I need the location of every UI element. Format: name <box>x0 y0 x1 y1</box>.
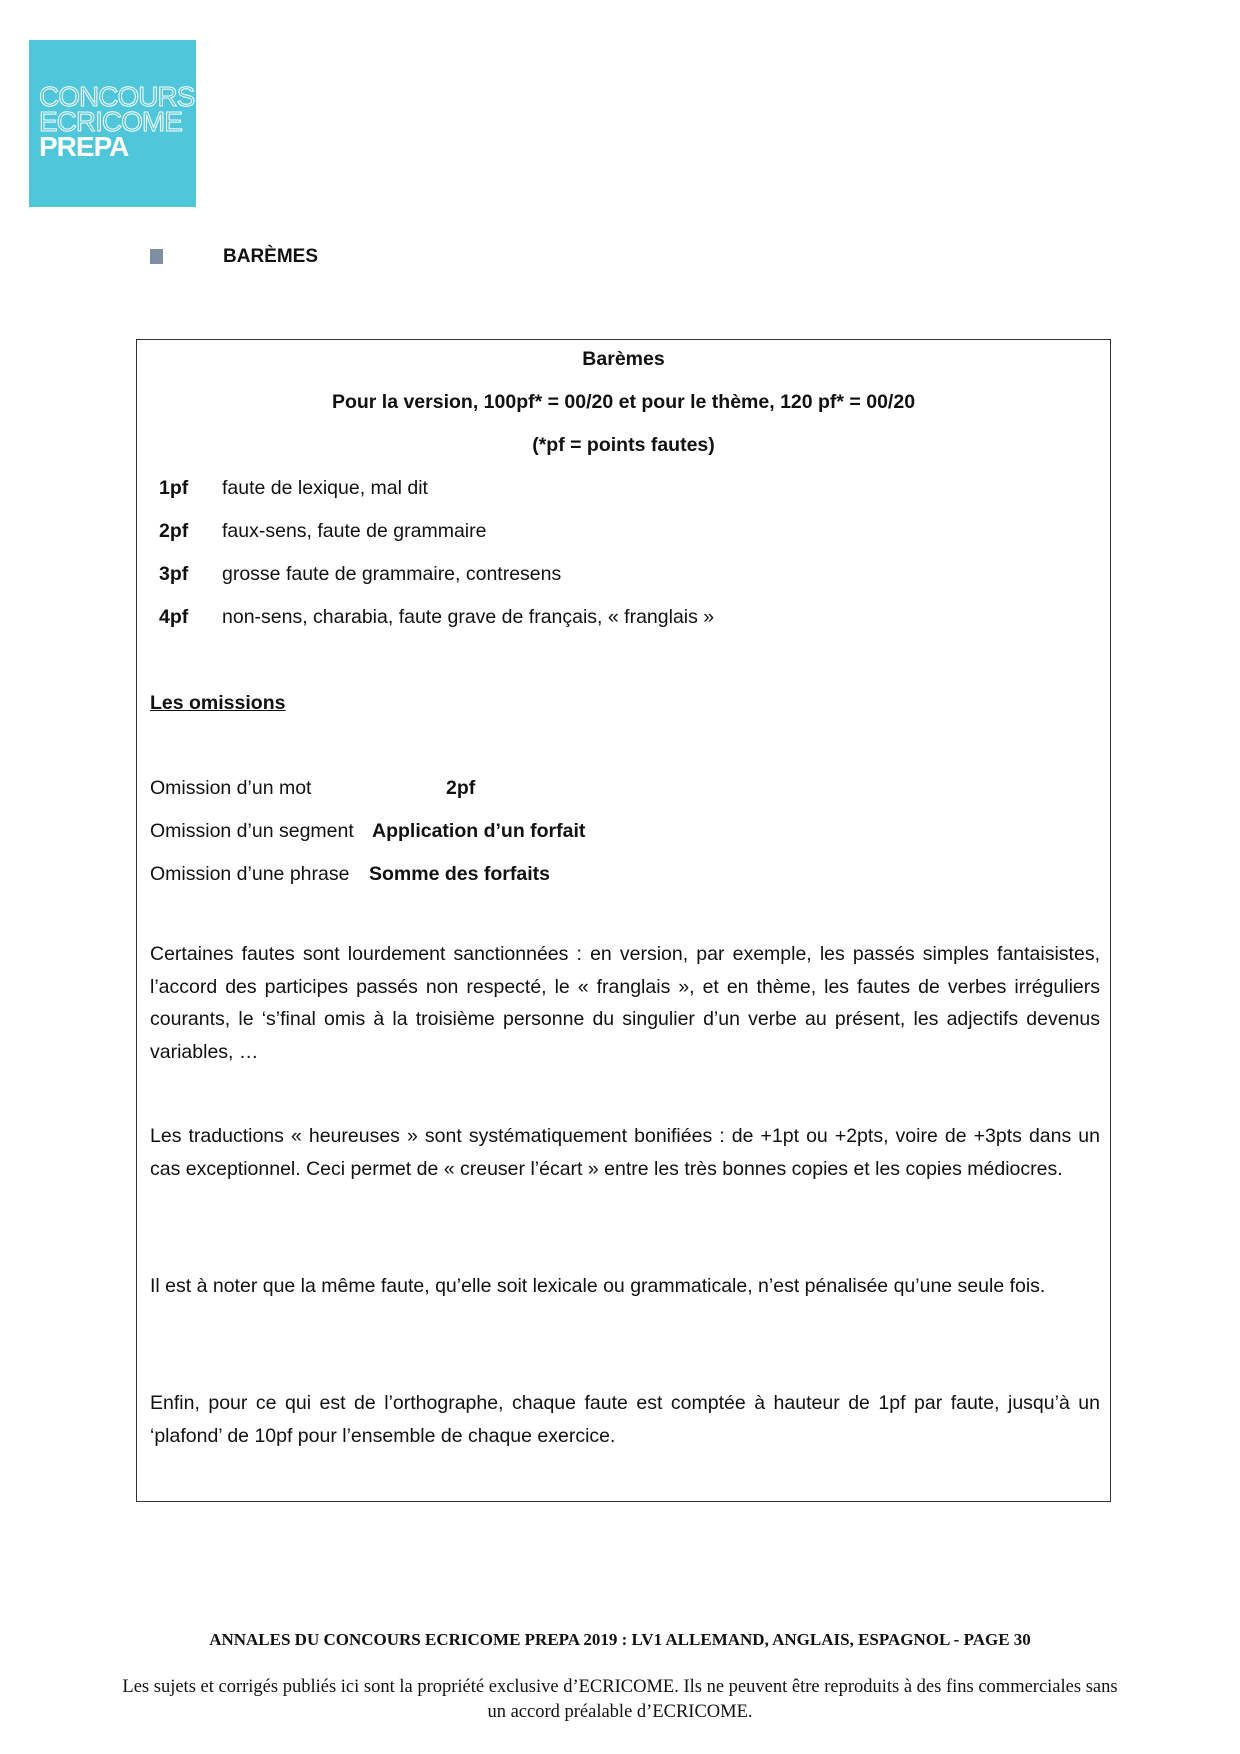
logo-line-concours: CONCOURS <box>39 81 195 112</box>
scale-desc: faute de lexique, mal dit <box>222 477 428 499</box>
scale-desc: faux-sens, faute de grammaire <box>222 520 487 542</box>
scale-points: 2pf <box>159 520 189 542</box>
bareme-box <box>136 339 1111 1502</box>
page-footer-title: ANNALES DU CONCOURS ECRICOME PREPA 2019 : LV1 ALLEMAND, ANGLAIS, ESPAGNOL - PAGE 30 <box>209 1630 1031 1649</box>
square-bullet-icon <box>150 249 163 264</box>
omissions-title: Les omissions <box>150 692 286 714</box>
logo-line-prepa: PREPA <box>39 131 129 162</box>
omission-value: 2pf <box>446 777 476 799</box>
box-note: (*pf = points fautes) <box>532 434 715 456</box>
scale-points: 4pf <box>159 606 189 628</box>
omission-value: Application d’un forfait <box>372 820 586 842</box>
scale-desc: grosse faute de grammaire, contresens <box>222 563 562 585</box>
scale-points: 1pf <box>159 477 189 499</box>
logo-line-ecricome: ECRICOME <box>39 106 182 137</box>
scale-points: 3pf <box>159 563 189 585</box>
paragraph-orthographe: Enfin, pour ce qui est de l’orthographe, chaque faute est comptée à hauteur de 1pf par faute, jusqu’à un ‘plafond’ de 10pf pour l’ensemble de chaque exercice. <box>150 1392 1100 1447</box>
section-title: BARÈMES <box>223 246 319 267</box>
page-footer-copyright: Les sujets et corrigés publiés ici sont la propriété exclusive d’ECRICOME. Ils ne peuvent être reproduits à des fins commerciales sans un accord préalable d’ECRICOME. <box>122 1677 1118 1722</box>
omission-label: Omission d’un mot <box>150 777 312 799</box>
box-heading: Barèmes <box>582 348 665 370</box>
paragraph-bonifications: Les traductions « heureuses » sont systématiquement bonifiées : de +1pt ou +2pts, voire de +3pts dans un cas exceptionnel. Ceci permet de « creuser l’écart » entre les très bonnes copies et les copies médiocres. <box>150 1125 1100 1180</box>
omission-value: Somme des forfaits <box>369 863 550 885</box>
paragraph-same-fault: Il est à noter que la même faute, qu’elle soit lexicale ou grammaticale, n’est pénalisée qu’une seule fois. <box>150 1275 1046 1297</box>
ecricome-logo <box>29 40 196 207</box>
omission-label: Omission d’un segment <box>150 820 354 842</box>
box-subheading: Pour la version, 100pf* = 00/20 et pour le thème, 120 pf* = 00/20 <box>331 391 916 413</box>
paragraph-sanctions: Certaines fautes sont lourdement sanctionnées : en version, par exemple, les passés simples fantaisistes, l’accord des participes passés non respecté, le « franglais », et en thème, les fautes de verbes irréguliers courants, le ‘s’final omis à la troisième personne du singulier d’un verbe au présent, les adjectifs devenus variables, … <box>150 943 1100 1063</box>
omission-label: Omission d’une phrase <box>150 863 350 885</box>
scale-desc: non-sens, charabia, faute grave de français, « franglais » <box>222 606 715 628</box>
